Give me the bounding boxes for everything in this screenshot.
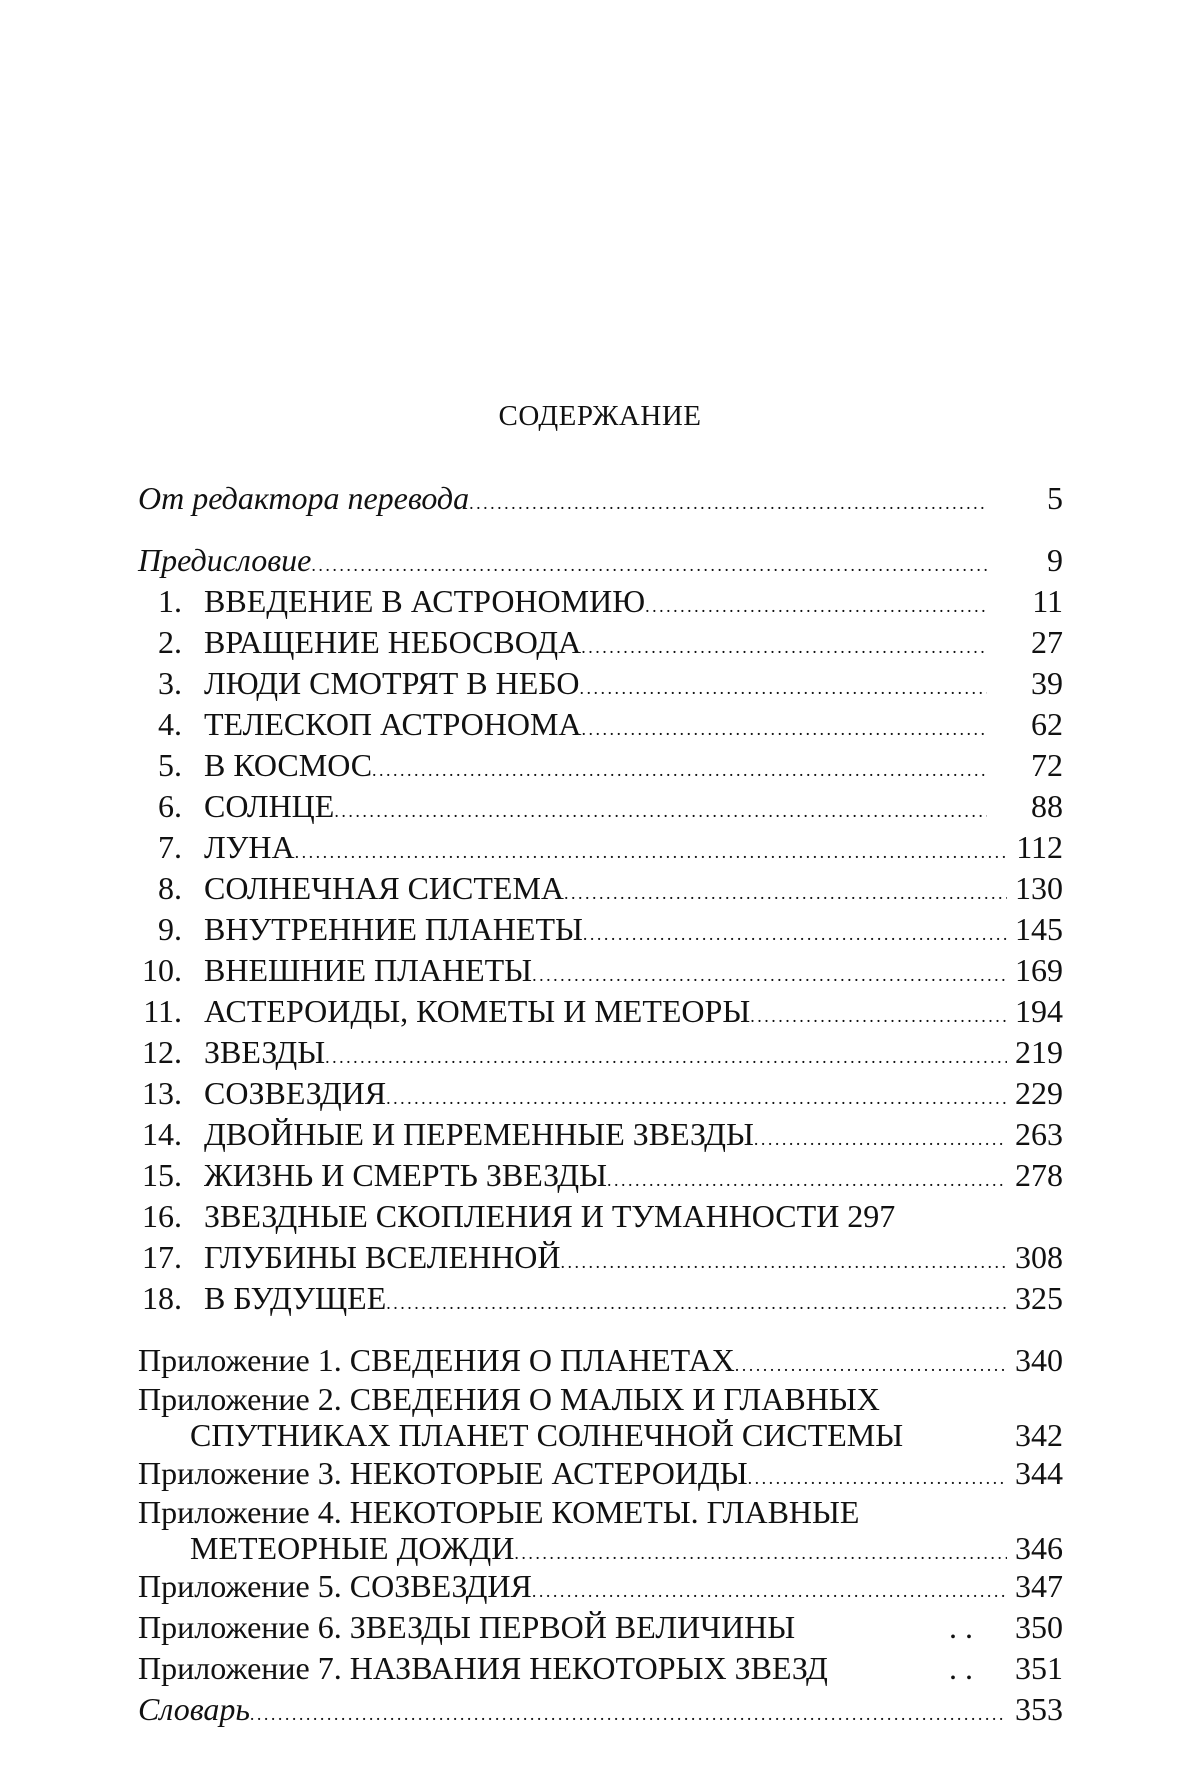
chapter-page: 130 — [1015, 870, 1063, 906]
chapter-title: ЛУНА — [204, 829, 295, 865]
dot-leader — [748, 1453, 1007, 1499]
toc-appendix-5[interactable] — [138, 1566, 1063, 1607]
toc-chapter-2[interactable] — [138, 622, 1063, 663]
toc-chapter-10[interactable] — [138, 950, 1063, 991]
appendix-page: 347 — [1015, 1568, 1063, 1604]
toc-chapter-6[interactable] — [138, 786, 1063, 827]
chapter-page: 27 — [1031, 624, 1063, 660]
toc-chapter-16[interactable] — [138, 1196, 1063, 1237]
appendix-page: 344 — [1015, 1455, 1063, 1491]
appendix-title-continued: МЕТЕОРНЫЕ ДОЖДИ — [190, 1530, 515, 1566]
toc-chapter-17[interactable] — [138, 1237, 1063, 1278]
table-of-contents — [138, 478, 1063, 1730]
chapter-number: 9. — [158, 911, 182, 947]
chapter-number: 5. — [158, 747, 182, 783]
chapter-page: 112 — [1016, 829, 1063, 865]
chapter-number: 1. — [158, 583, 182, 619]
toc-entry-editor-note[interactable] — [138, 478, 1063, 519]
toc-appendix-3[interactable] — [138, 1453, 1063, 1494]
chapter-title: ВНУТРЕННИЕ ПЛАНЕТЫ — [204, 911, 583, 947]
dot-leader — [750, 991, 1007, 1037]
glossary-label: Словарь — [138, 1691, 250, 1727]
toc-chapter-5[interactable] — [138, 745, 1063, 786]
chapter-number: 4. — [158, 706, 182, 742]
toc-chapter-8[interactable] — [138, 868, 1063, 909]
appendix-title: Приложение 5. СОЗВЕЗДИЯ — [138, 1568, 532, 1604]
toc-chapter-3[interactable] — [138, 663, 1063, 704]
appendix-title: Приложение 4. НЕКОТОРЫЕ КОМЕТЫ. ГЛАВНЫЕ — [138, 1494, 860, 1530]
chapter-page: 263 — [1015, 1116, 1063, 1152]
toc-chapter-7[interactable] — [138, 827, 1063, 868]
toc-appendix-7[interactable] — [138, 1648, 1063, 1689]
chapter-page: 169 — [1015, 952, 1063, 988]
toc-glossary[interactable] — [138, 1689, 1063, 1730]
chapter-page: 308 — [1015, 1239, 1063, 1275]
dot-leader — [334, 786, 987, 832]
chapter-number: 12. — [142, 1034, 182, 1070]
chapter-number: 13. — [142, 1075, 182, 1111]
toc-entry-page: 5 — [1047, 480, 1063, 516]
chapter-number: 14. — [142, 1116, 182, 1152]
dot-leader — [532, 950, 1007, 996]
toc-appendix-4[interactable] — [138, 1494, 1063, 1566]
appendix-title: Приложение 6. ЗВЕЗДЫ ПЕРВОЙ ВЕЛИЧИНЫ — [138, 1609, 796, 1645]
chapter-list — [138, 581, 1063, 1319]
dot-leader — [532, 1566, 1007, 1612]
dot-leader: . . — [949, 1609, 973, 1645]
chapter-page: 145 — [1015, 911, 1063, 947]
toc-entry-label: От редактора перевода — [138, 480, 470, 516]
toc-chapter-1[interactable] — [138, 581, 1063, 622]
dot-leader — [560, 1237, 1007, 1283]
appendix-page: 342 — [1015, 1417, 1063, 1453]
toc-entry-label: Предисловие — [138, 542, 312, 578]
glossary-page: 353 — [1015, 1691, 1063, 1727]
chapter-number: 16. — [142, 1198, 182, 1234]
chapter-title: ВНЕШНИЕ ПЛАНЕТЫ — [204, 952, 533, 988]
dot-leader — [607, 1155, 1007, 1201]
dot-leader — [735, 1340, 1007, 1386]
chapter-number: 17. — [142, 1239, 182, 1275]
appendix-title: Приложение 2. СВЕДЕНИЯ О МАЛЫХ И ГЛАВНЫХ — [138, 1381, 880, 1417]
chapter-number: 2. — [158, 624, 182, 660]
toc-chapter-14[interactable] — [138, 1114, 1063, 1155]
toc-appendix-1[interactable] — [138, 1340, 1063, 1381]
chapter-number: 11. — [143, 993, 182, 1029]
chapter-number: 8. — [158, 870, 182, 906]
chapter-number: 6. — [158, 788, 182, 824]
dot-leader — [581, 622, 987, 668]
chapter-title: ЛЮДИ СМОТРЯТ В НЕБО — [204, 665, 580, 701]
dot-leader — [582, 704, 987, 750]
appendix-title: Приложение 1. СВЕДЕНИЯ О ПЛАНЕТАХ — [138, 1342, 735, 1378]
appendix-page: 340 — [1015, 1342, 1063, 1378]
chapter-page: 72 — [1031, 747, 1063, 783]
chapter-page: 278 — [1015, 1157, 1063, 1193]
dot-leader — [469, 478, 987, 524]
chapter-number: 3. — [158, 665, 182, 701]
appendix-title: Приложение 3. НЕКОТОРЫЕ АСТЕРОИДЫ — [138, 1455, 748, 1491]
chapter-title: ВРАЩЕНИЕ НЕБОСВОДА — [204, 624, 582, 660]
chapter-title: СОЗВЕЗДИЯ — [204, 1075, 387, 1111]
chapter-number: 18. — [142, 1280, 182, 1316]
dot-leader — [754, 1114, 1007, 1160]
dot-leader — [645, 581, 987, 627]
appendix-page: 346 — [1015, 1530, 1063, 1566]
chapter-page: 229 — [1015, 1075, 1063, 1111]
chapter-title: СОЛНЦЕ — [204, 788, 335, 824]
toc-appendix-2[interactable] — [138, 1381, 1063, 1453]
chapter-title: ЗВЕЗДЫ — [204, 1034, 326, 1070]
dot-leader — [250, 1689, 1007, 1735]
chapter-page: 194 — [1015, 993, 1063, 1029]
dot-leader — [325, 1032, 1007, 1078]
chapter-page: 11 — [1032, 583, 1063, 619]
dot-leader — [386, 1278, 1007, 1324]
dot-leader — [386, 1073, 1007, 1119]
dot-leader — [372, 745, 987, 791]
toc-entry-page: 9 — [1047, 542, 1063, 578]
toc-chapter-18[interactable] — [138, 1278, 1063, 1319]
dot-leader — [514, 1530, 1007, 1571]
dot-leader — [583, 909, 1007, 955]
appendix-title-continued: СПУТНИКАХ ПЛАНЕТ СОЛНЕЧНОЙ СИСТЕМЫ — [190, 1417, 904, 1453]
toc-chapter-15[interactable] — [138, 1155, 1063, 1196]
chapter-title: ДВОЙНЫЕ И ПЕРЕМЕННЫЕ ЗВЕЗДЫ — [204, 1116, 754, 1152]
chapter-title: СОЛНЕЧНАЯ СИСТЕМА — [204, 870, 565, 906]
toc-entry-preface[interactable] — [138, 540, 1063, 581]
chapter-page: 219 — [1015, 1034, 1063, 1070]
chapter-page: 39 — [1031, 665, 1063, 701]
toc-chapter-13[interactable] — [138, 1073, 1063, 1114]
appendix-list — [138, 1340, 1063, 1689]
dot-leader: . . — [949, 1650, 973, 1686]
chapter-title: ЖИЗНЬ И СМЕРТЬ ЗВЕЗДЫ — [204, 1157, 607, 1193]
chapter-title: ЗВЕЗДНЫЕ СКОПЛЕНИЯ И ТУМАННОСТИ — [204, 1198, 840, 1234]
dot-leader — [564, 868, 1007, 914]
chapter-title: ТЕЛЕСКОП АСТРОНОМА — [204, 706, 582, 742]
appendix-page: 351 — [1015, 1650, 1063, 1686]
dot-leader — [580, 663, 987, 709]
toc-appendix-6[interactable] — [138, 1607, 1063, 1648]
chapter-title: В КОСМОС — [204, 747, 373, 783]
dot-leader — [295, 827, 1007, 873]
toc-chapter-12[interactable] — [138, 1032, 1063, 1073]
chapter-title: ВВЕДЕНИЕ В АСТРОНОМИЮ — [204, 583, 646, 619]
chapter-page: 325 — [1015, 1280, 1063, 1316]
chapter-page: 88 — [1031, 788, 1063, 824]
dot-leader — [311, 540, 987, 586]
chapter-page: 297 — [847, 1198, 896, 1234]
toc-chapter-11[interactable] — [138, 991, 1063, 1032]
page-title: СОДЕРЖАНИЕ — [498, 400, 702, 432]
toc-chapter-4[interactable] — [138, 704, 1063, 745]
chapter-number: 7. — [158, 829, 182, 865]
toc-chapter-9[interactable] — [138, 909, 1063, 950]
chapter-number: 15. — [142, 1157, 182, 1193]
chapter-title: В БУДУЩЕЕ — [204, 1280, 387, 1316]
appendix-title: Приложение 7. НАЗВАНИЯ НЕКОТОРЫХ ЗВЕЗД — [138, 1650, 828, 1686]
chapter-title: ГЛУБИНЫ ВСЕЛЕННОЙ — [204, 1239, 561, 1275]
appendix-page: 350 — [1015, 1609, 1063, 1645]
chapter-title: АСТЕРОИДЫ, КОМЕТЫ И МЕТЕОРЫ — [204, 993, 751, 1029]
chapter-page: 62 — [1031, 706, 1063, 742]
chapter-number: 10. — [142, 952, 182, 988]
